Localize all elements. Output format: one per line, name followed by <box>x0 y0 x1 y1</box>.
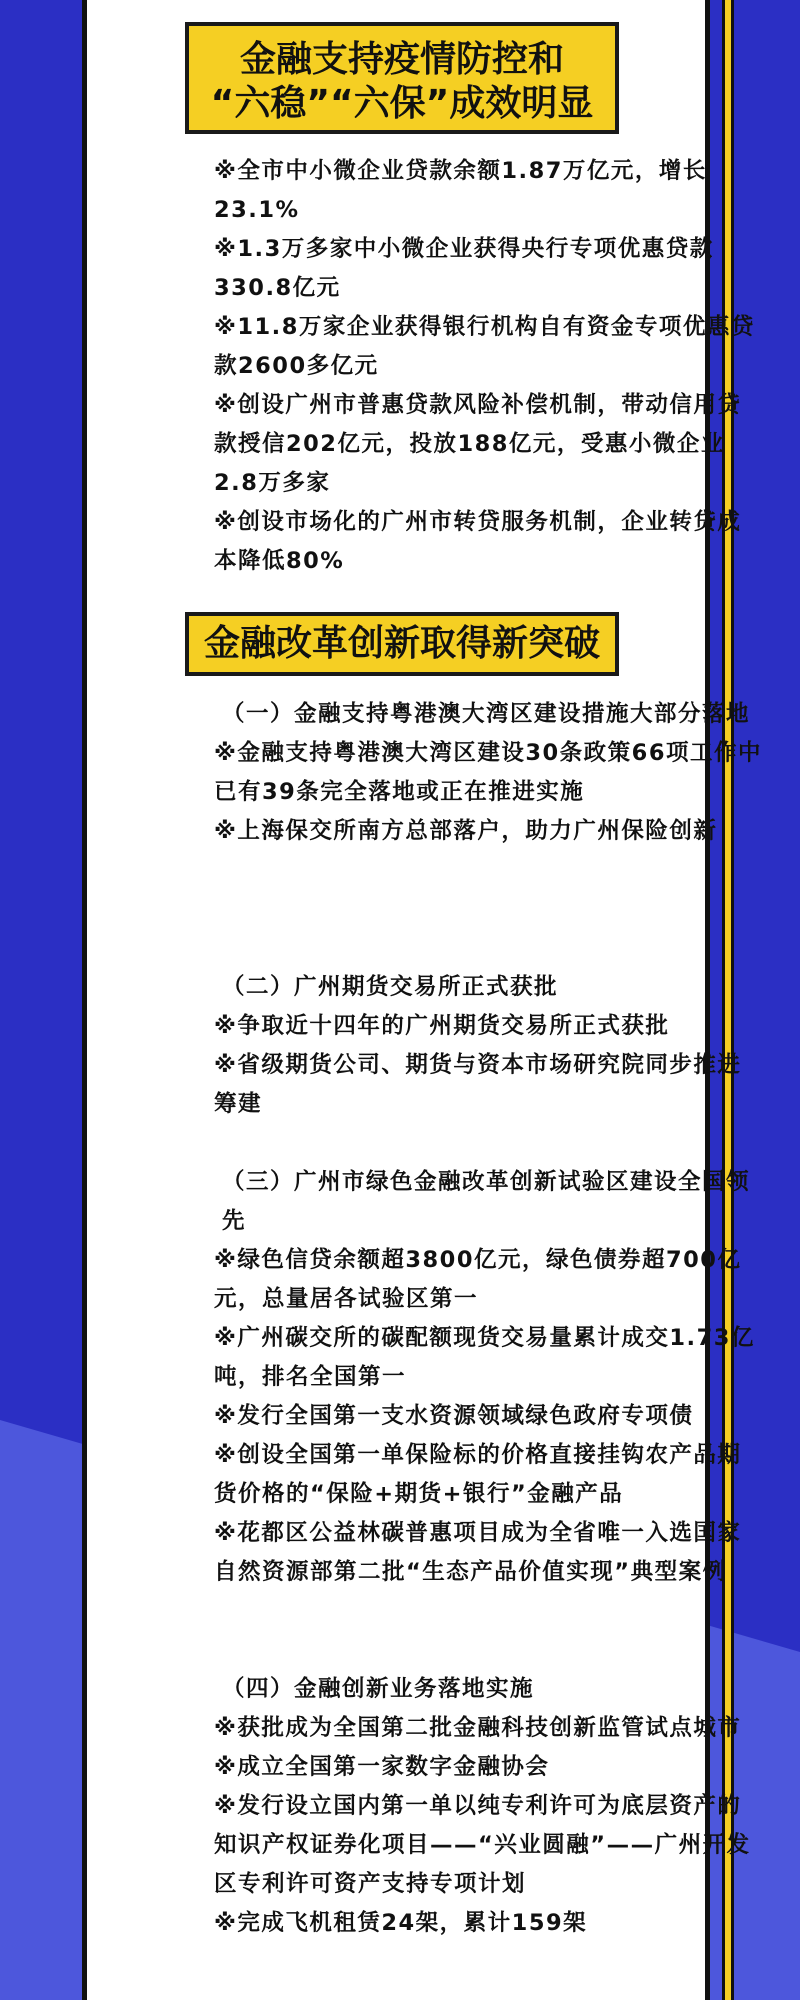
list-item: ※省级期货公司、期货与资本市场研究院同步推进筹建 <box>214 1052 742 1117</box>
list-item: ※创设全国第一单保险标的价格直接挂钩农产品期货价格的“保险+期货+银行”金融产品 <box>214 1442 742 1507</box>
title-1-line-2: “六稳”“六保”成效明显 <box>210 83 594 124</box>
intro-list <box>214 152 764 581</box>
list-item: ※广州碳交所的碳配额现货交易量累计成交1.73亿吨，排名全国第一 <box>214 1325 755 1390</box>
section-title-1 <box>185 22 619 134</box>
list-item: ※创设广州市普惠贷款风险补偿机制，带动信用贷款授信202亿元，投放188亿元，受惠小微企业2.8万多家 <box>214 392 742 496</box>
section-2 <box>214 968 764 1124</box>
section-heading: （一）金融支持粤港澳大湾区建设措施大部分落地 <box>222 701 751 727</box>
section-1 <box>214 695 764 851</box>
list-item: ※发行设立国内第一单以纯专利许可为底层资产的知识产权证券化项目——“兴业圆融”——广州开发区专利许可资产支持专项计划 <box>214 1793 751 1897</box>
list-item: ※金融支持粤港澳大湾区建设30条政策66项工作中已有39条完全落地或正在推进实施 <box>214 740 762 805</box>
section-4 <box>214 1670 764 1943</box>
section-3 <box>214 1163 764 1592</box>
section-heading: （三）广州市绿色金融改革创新试验区建设全国领先 <box>222 1169 751 1234</box>
list-item: ※创设市场化的广州市转贷服务机制，企业转贷成本降低80% <box>214 509 742 574</box>
section-heading: （四）金融创新业务落地实施 <box>222 1676 535 1702</box>
content-panel <box>82 0 762 2000</box>
list-item: ※发行全国第一支水资源领域绿色政府专项债 <box>214 1403 694 1429</box>
list-item: ※上海保交所南方总部落户，助力广州保险创新 <box>214 818 718 844</box>
list-item: ※完成飞机租赁24架，累计159架 <box>214 1910 588 1936</box>
list-item: ※全市中小微企业贷款余额1.87万亿元，增长23.1% <box>214 158 707 223</box>
list-item: ※1.3万多家中小微企业获得央行专项优惠贷款330.8亿元 <box>214 236 714 301</box>
list-item: ※争取近十四年的广州期货交易所正式获批 <box>214 1013 670 1039</box>
list-item: ※成立全国第一家数字金融协会 <box>214 1754 550 1780</box>
list-item: ※花都区公益林碳普惠项目成为全省唯一入选国家自然资源部第二批“生态产品价值实现”典型案例 <box>214 1520 742 1585</box>
list-item: ※11.8万家企业获得银行机构自有资金专项优惠贷款2600多亿元 <box>214 314 755 379</box>
section-heading: （二）广州期货交易所正式获批 <box>222 974 559 1000</box>
title-2-text: 金融改革创新取得新突破 <box>203 623 600 664</box>
section-title-2 <box>185 612 619 676</box>
title-1-line-1: 金融支持疫情防控和 <box>239 39 564 80</box>
list-item: ※绿色信贷余额超3800亿元，绿色债券超700亿元，总量居各试验区第一 <box>214 1247 742 1312</box>
list-item: ※获批成为全国第二批金融科技创新监管试点城市 <box>214 1715 742 1741</box>
